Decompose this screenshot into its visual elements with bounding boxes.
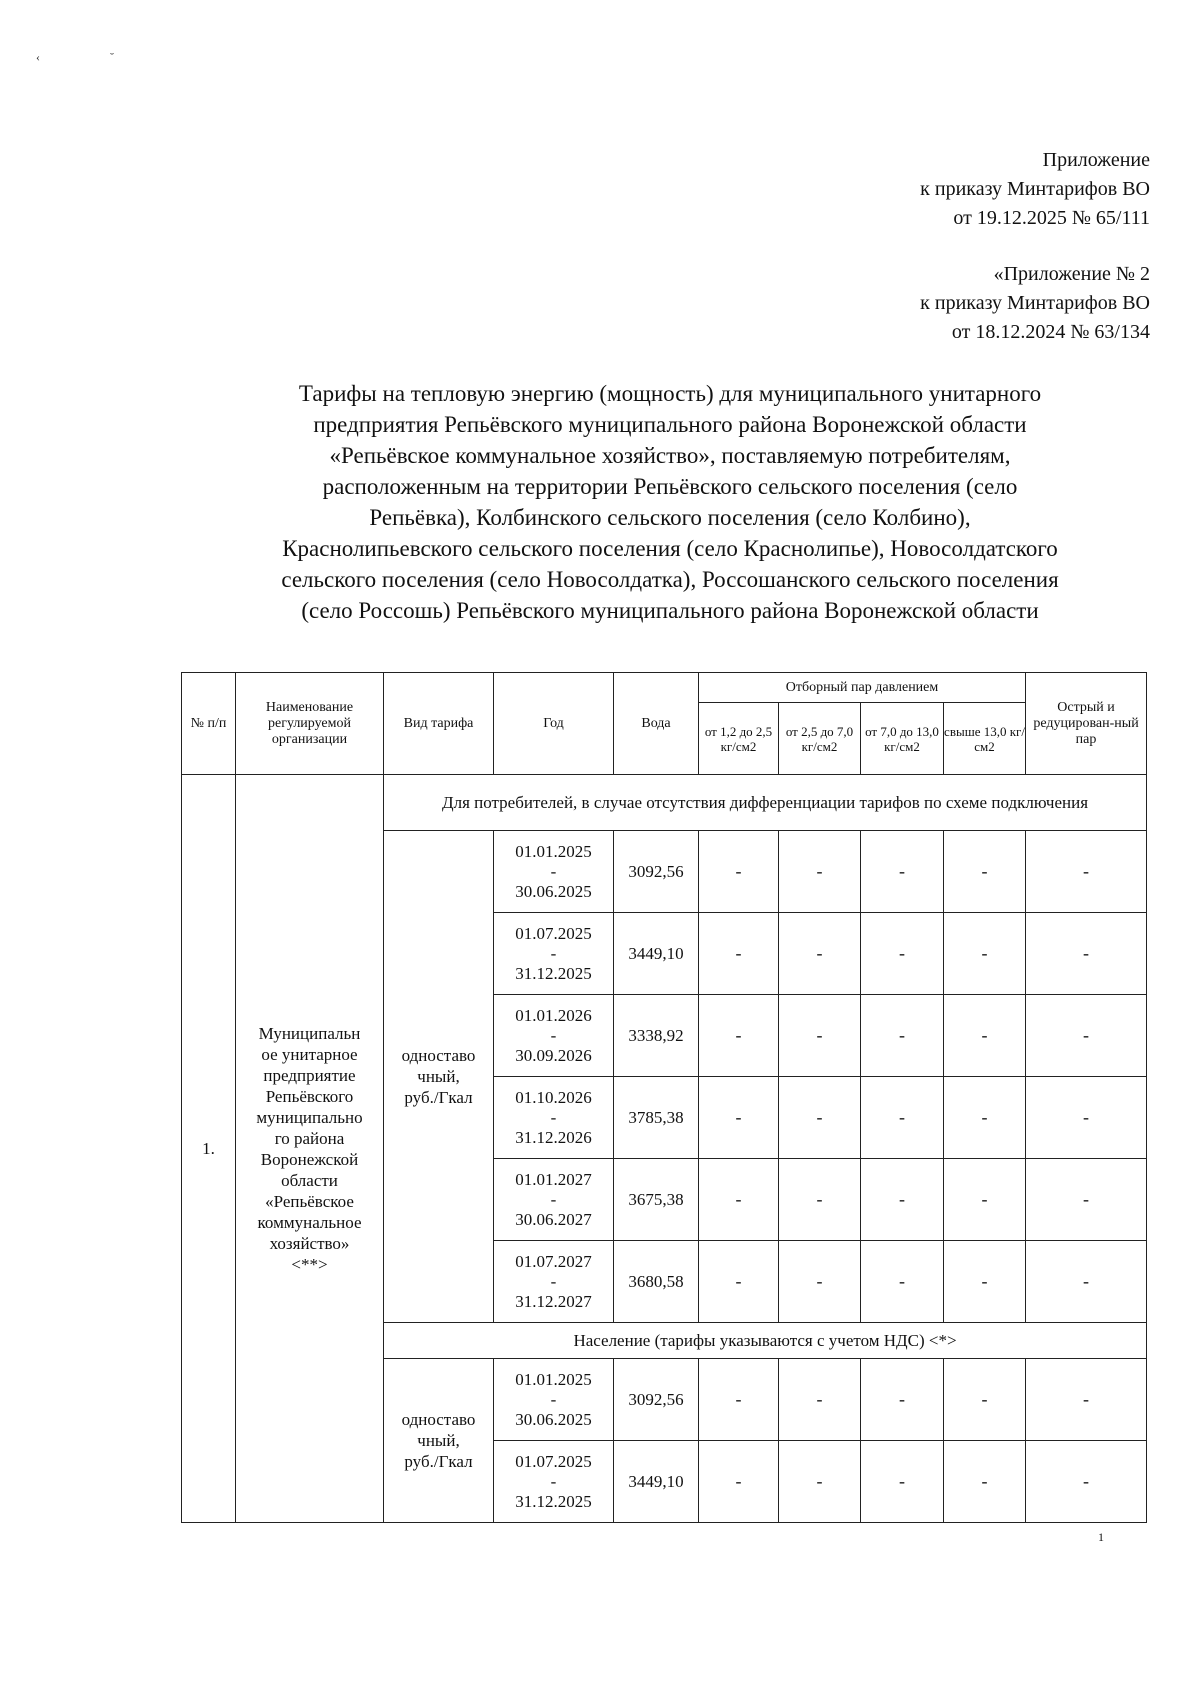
header-number: № п/п [182, 673, 236, 775]
period-to: 30.09.2026 [515, 1045, 592, 1065]
period-to: 31.12.2025 [515, 1491, 592, 1511]
period-to: 31.12.2026 [515, 1127, 592, 1147]
appendix-line: от 19.12.2025 № 65/111 [953, 207, 1150, 229]
period-separator: - [550, 1471, 557, 1491]
sharp-steam-value: - [1026, 1241, 1147, 1323]
org-line: Репьёвского [265, 1086, 354, 1106]
tariff-type-line: руб./Гкал [404, 1452, 473, 1471]
sharp-steam-value: - [1026, 1077, 1147, 1159]
water-value: 3675,38 [614, 1159, 699, 1241]
water-value: 3092,56 [614, 1359, 699, 1441]
title-line: сельского поселения (село Новосолдатка), Россошанского сельского поселения [281, 567, 1059, 592]
org-line: Воронежской [260, 1149, 359, 1169]
water-value: 3092,56 [614, 831, 699, 913]
period-from: 01.01.2025 [515, 1369, 592, 1389]
period-from: 01.07.2027 [515, 1251, 592, 1271]
tariff-type-line: чный, [417, 1431, 460, 1450]
period-separator: - [550, 1189, 557, 1209]
period-from: 01.01.2027 [515, 1169, 592, 1189]
tariff-type [384, 1359, 494, 1523]
sharp-steam-value: - [1026, 1159, 1147, 1241]
water-value: 3785,38 [614, 1077, 699, 1159]
header-tariff-type: Вид тарифа [384, 673, 494, 775]
org-line: «Репьёвское [265, 1191, 354, 1211]
previous-appendix-header [920, 260, 1150, 347]
period-to: 30.06.2025 [515, 881, 592, 901]
header-steam-col: от 7,0 до 13,0 кг/см2 [861, 703, 944, 775]
water-value: 3449,10 [614, 1441, 699, 1523]
period-separator: - [550, 1389, 557, 1409]
period-cell [494, 1159, 614, 1241]
period-cell [494, 913, 614, 995]
tariff-type-line: одноставо [401, 1410, 476, 1429]
period-cell [494, 831, 614, 913]
section-title: Население (тарифы указываются с учетом НДС) <*> [384, 1323, 1147, 1359]
steam-value: - [944, 1159, 1026, 1241]
steam-value: - [861, 1159, 944, 1241]
steam-value: - [944, 1441, 1026, 1523]
steam-value: - [779, 1241, 861, 1323]
steam-value: - [699, 1359, 779, 1441]
period-cell [494, 995, 614, 1077]
steam-value: - [861, 831, 944, 913]
org-line: Муниципальн [258, 1023, 361, 1043]
org-line: муниципально [256, 1107, 363, 1127]
page-number: 1 [1098, 1530, 1104, 1544]
title-line: предприятия Репьёвского муниципального района Воронежской области [313, 412, 1027, 437]
steam-value: - [779, 1077, 861, 1159]
period-separator: - [550, 1107, 557, 1127]
section-title: Для потребителей, в случае отсутствия дифференциации тарифов по схеме подключения [384, 775, 1147, 831]
period-to: 31.12.2025 [515, 963, 592, 983]
document-title [160, 378, 1180, 626]
steam-value: - [861, 1441, 944, 1523]
steam-value: - [699, 1159, 779, 1241]
period-separator: - [550, 861, 557, 881]
title-line: «Репьёвское коммунальное хозяйство», поставляемую потребителям, [329, 443, 1011, 468]
period-to: 30.06.2027 [515, 1209, 592, 1229]
steam-value: - [699, 1441, 779, 1523]
header-year: Год [494, 673, 614, 775]
steam-value: - [779, 1441, 861, 1523]
tariff-type [384, 831, 494, 1323]
steam-value: - [944, 1077, 1026, 1159]
tariff-table [181, 672, 1147, 1523]
tariff-type-line: одноставо [401, 1046, 476, 1065]
org-line: коммунальное [257, 1212, 362, 1232]
water-value: 3449,10 [614, 913, 699, 995]
steam-value: - [944, 995, 1026, 1077]
header-steam-col: от 2,5 до 7,0 кг/см2 [779, 703, 861, 775]
steam-value: - [861, 1359, 944, 1441]
steam-value: - [699, 913, 779, 995]
steam-value: - [699, 831, 779, 913]
title-line: Краснолипьевского сельского поселения (село Краснолипье), Новосолдатского [282, 536, 1058, 561]
period-to: 30.06.2025 [515, 1409, 592, 1429]
steam-value: - [944, 913, 1026, 995]
scan-mark: ˘ [110, 50, 114, 64]
appendix-line: Приложение [1042, 149, 1150, 171]
org-line: <**> [291, 1254, 328, 1274]
water-value: 3338,92 [614, 995, 699, 1077]
period-cell [494, 1077, 614, 1159]
steam-value: - [861, 1241, 944, 1323]
steam-value: - [779, 831, 861, 913]
period-separator: - [550, 1271, 557, 1291]
steam-value: - [779, 913, 861, 995]
org-line: го района [274, 1128, 345, 1148]
period-from: 01.01.2025 [515, 841, 592, 861]
sharp-steam-value: - [1026, 913, 1147, 995]
steam-value: - [779, 1159, 861, 1241]
organization-name [236, 775, 384, 1523]
steam-value: - [699, 995, 779, 1077]
appendix-line: «Приложение № 2 [993, 263, 1150, 285]
org-line: хозяйство» [269, 1233, 350, 1253]
period-from: 01.01.2026 [515, 1005, 592, 1025]
period-to: 31.12.2027 [515, 1291, 592, 1311]
steam-value: - [779, 995, 861, 1077]
sharp-steam-value: - [1026, 995, 1147, 1077]
period-cell [494, 1359, 614, 1441]
header-steam-group: Отборный пар давлением [699, 673, 1026, 703]
sharp-steam-value: - [1026, 1441, 1147, 1523]
row-number: 1. [182, 775, 236, 1523]
appendix-line: к приказу Минтарифов ВО [920, 292, 1150, 314]
period-from: 01.07.2025 [515, 923, 592, 943]
title-line: Тарифы на тепловую энергию (мощность) для муниципального унитарного [298, 381, 1042, 406]
header-water: Вода [614, 673, 699, 775]
period-separator: - [550, 1025, 557, 1045]
sharp-steam-value: - [1026, 831, 1147, 913]
period-cell [494, 1241, 614, 1323]
title-line: (село Россошь) Репьёвского муниципального района Воронежской области [301, 598, 1039, 623]
header-sharp-steam: Острый и редуцирован-ный пар [1026, 673, 1147, 775]
steam-value: - [944, 1241, 1026, 1323]
appendix-header [920, 146, 1150, 233]
header-organization: Наименование регулируемой организации [236, 673, 384, 775]
period-from: 01.07.2025 [515, 1451, 592, 1471]
org-line: предприятие [263, 1065, 356, 1085]
scan-mark: ‹ [36, 50, 40, 64]
steam-value: - [699, 1077, 779, 1159]
header-steam-col: свыше 13,0 кг/см2 [944, 703, 1026, 775]
period-from: 01.10.2026 [515, 1087, 592, 1107]
header-steam-col: от 1,2 до 2,5 кг/см2 [699, 703, 779, 775]
org-line: ое унитарное [261, 1044, 358, 1064]
title-line: расположенным на территории Репьёвского сельского поселения (село [322, 474, 1018, 499]
steam-value: - [944, 1359, 1026, 1441]
steam-value: - [779, 1359, 861, 1441]
steam-value: - [861, 995, 944, 1077]
appendix-line: от 18.12.2024 № 63/134 [951, 321, 1150, 343]
period-cell [494, 1441, 614, 1523]
steam-value: - [861, 913, 944, 995]
steam-value: - [944, 831, 1026, 913]
steam-value: - [699, 1241, 779, 1323]
tariff-type-line: руб./Гкал [404, 1088, 473, 1107]
title-line: Репьёвка), Колбинского сельского поселения (село Колбино), [369, 505, 971, 530]
appendix-line: к приказу Минтарифов ВО [920, 178, 1150, 200]
steam-value: - [861, 1077, 944, 1159]
water-value: 3680,58 [614, 1241, 699, 1323]
period-separator: - [550, 943, 557, 963]
org-line: области [281, 1170, 338, 1190]
tariff-type-line: чный, [417, 1067, 460, 1086]
sharp-steam-value: - [1026, 1359, 1147, 1441]
